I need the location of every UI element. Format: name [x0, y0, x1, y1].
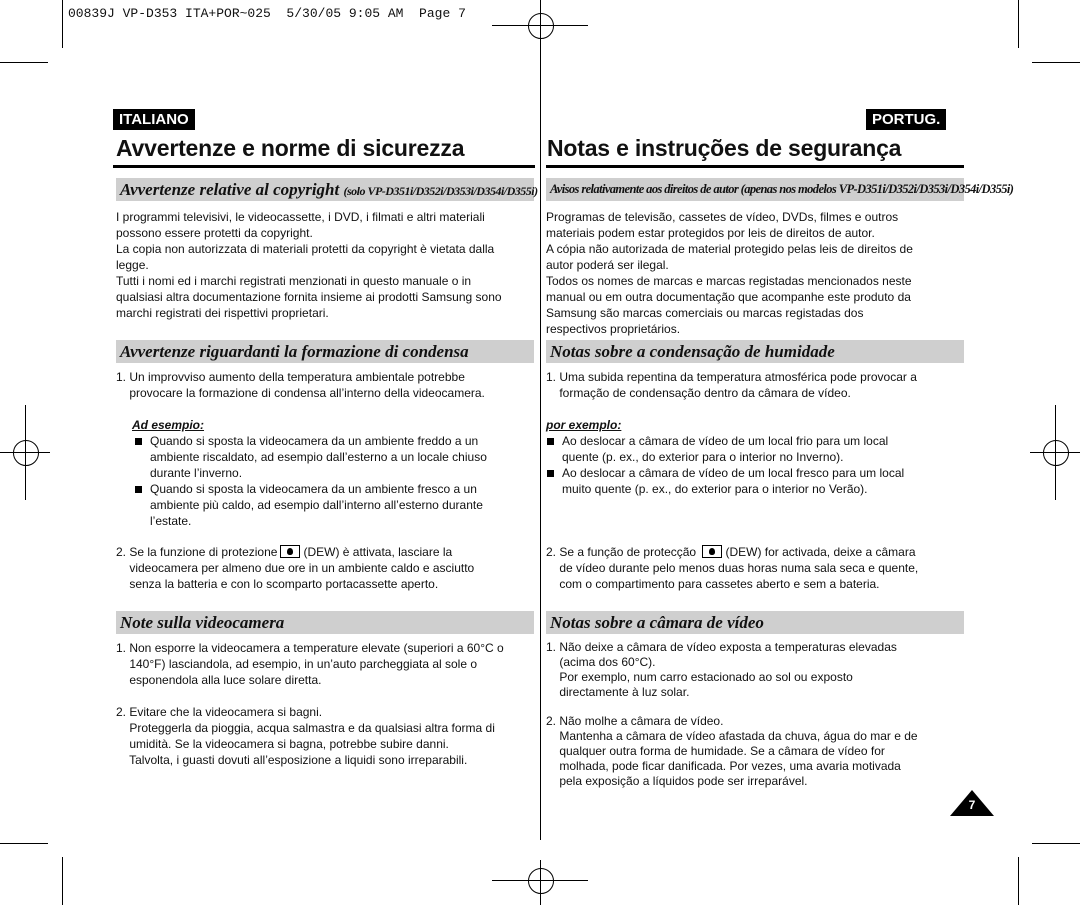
- text-line: Quando si sposta la videocamera da un ambiente fresco a un: [150, 482, 477, 496]
- registration-mark: [13, 440, 39, 466]
- column-divider: [540, 0, 541, 840]
- text-line: esponendola alla luce solare diretta.: [116, 673, 322, 687]
- registration-mark: [528, 13, 554, 39]
- text-line: materiais podem estar protegidos por leis de direitos de autor.: [546, 226, 875, 240]
- example-label: por exemplo:: [546, 418, 622, 432]
- text-line: marchi registrati dei rispettivi proprietari.: [116, 306, 329, 320]
- registration-mark: [1043, 440, 1069, 466]
- text-line: Samsung são marcas comerciais ou marcas registadas dos: [546, 306, 864, 320]
- page-title: Avvertenze e norme di sicurezza: [116, 135, 465, 161]
- example-bullets: [132, 433, 487, 529]
- text-line: 1. Uma subida repentina da temperatura atmosférica pode provocar a: [546, 370, 917, 384]
- registration-mark: [25, 405, 26, 500]
- registration-mark: [528, 868, 554, 894]
- crop-mark: [0, 62, 48, 63]
- condensation-item-1: [546, 369, 917, 401]
- text-line: manual ou em outra documentação que acompanhe este produto da: [546, 290, 911, 304]
- text: (DEW) for activada, deixe a câmara: [725, 545, 916, 559]
- text-line: com o compartimento para cassetes aberto e sem a bateria.: [546, 577, 880, 591]
- text-line: Proteggerla da pioggia, acqua salmastra e da qualsiasi altra forma di: [116, 721, 495, 735]
- text-line: de vídeo durante pelo menos duas horas numa sala seca e quente,: [546, 561, 919, 575]
- heading-note: (solo VP-D351i/D352i/D353i/D354i/D355i): [343, 184, 538, 198]
- text-line: molhada, pode ficar danificada. Por vezes, uma avaria motivada: [546, 759, 901, 773]
- condensation-item-2: [546, 544, 918, 592]
- text-line: legge.: [116, 258, 149, 272]
- text-line: senza la batteria e con lo scomparto portacassette aperto.: [116, 577, 439, 591]
- text-line: l’estate.: [150, 514, 192, 528]
- example-label: Ad esempio:: [132, 418, 205, 432]
- text-line: Tutti i nomi ed i marchi registrati menzionati in questo manuale o in: [116, 274, 472, 288]
- text-line: respectivos proprietários.: [546, 322, 681, 336]
- camera-item-1: [546, 640, 897, 700]
- section-heading-camera: Note sulla videocamera: [116, 611, 534, 634]
- text-line: 1. Un improvviso aumento della temperatura ambientale potrebbe: [116, 370, 465, 384]
- text-line: Ao deslocar a câmara de vídeo de um local fresco para um local: [562, 466, 905, 480]
- crop-mark: [1018, 0, 1019, 48]
- text-line: autor poderá ser ilegal.: [546, 258, 669, 272]
- camera-item-1: [116, 640, 504, 688]
- text-line: Por exemplo, num carro estacionado ao sol ou exposto: [546, 670, 853, 684]
- text-line: directamente à luz solar.: [546, 685, 690, 699]
- text-line: Quando si sposta la videocamera da un ambiente freddo a un: [150, 434, 479, 448]
- camera-item-2: [116, 704, 495, 768]
- text-line: quente (p. ex., do exterior para o interior no Inverno).: [562, 450, 844, 464]
- section-heading-copyright: Avisos relativamente aos direitos de autor (apenas nos modelos VP-D351i/D352i/D353i/D354i/D355i): [546, 178, 964, 201]
- text-line: [116, 544, 474, 560]
- section-heading-condensation: Notas sobre a condensação de humidade: [546, 340, 964, 363]
- text-line: Todos os nomes de marcas e marcas registadas mencionados neste: [546, 274, 912, 288]
- text: 2. Se a função de protecção: [546, 545, 697, 559]
- title-rule: [546, 165, 964, 168]
- text: 2. Se la funzione di protezione: [116, 545, 278, 559]
- text-line: qualsiasi altra documentazione fornita insieme ai prodotti Samsung sono: [116, 290, 502, 304]
- text-line: ambiente più caldo, ad esempio dall’interno all’esterno durante: [150, 498, 483, 512]
- text-line: provocare la formazione di condensa all’interno della videocamera.: [116, 386, 485, 400]
- bullet-item: [132, 433, 487, 481]
- crop-mark: [62, 0, 63, 48]
- item-continuation: [546, 560, 918, 592]
- text-line: I programmi televisivi, le videocassette, i DVD, i filmati e altri materiali: [116, 210, 485, 224]
- text-line: umidità. Se la videocamera si bagna, potrebbe subire danni.: [116, 737, 449, 751]
- crop-mark: [0, 843, 48, 844]
- language-badge: PORTUG.: [866, 109, 946, 130]
- page-number: 7: [968, 798, 976, 812]
- text-line: Ao deslocar a câmara de vídeo de um local frio para um local: [562, 434, 889, 448]
- camera-item-2: [546, 714, 918, 789]
- text-line: 2. Não molhe a câmara de vídeo.: [546, 714, 724, 728]
- text-line: Programas de televisão, cassetes de vídeo, DVDs, filmes e outros: [546, 210, 899, 224]
- crop-mark: [1032, 843, 1080, 844]
- text-line: durante l’inverno.: [150, 466, 243, 480]
- text-line: 2. Evitare che la videocamera si bagni.: [116, 705, 323, 719]
- text: (DEW) è attivata, lasciare la: [303, 545, 453, 559]
- bullet-item: [544, 465, 904, 497]
- text-line: 140°F) lasciandola, ad esempio, in un’auto parcheggiata al sole o: [116, 657, 478, 671]
- text-line: 1. Não deixe a câmara de vídeo exposta a temperaturas elevadas: [546, 640, 897, 654]
- copyright-paragraph: [116, 209, 502, 321]
- item-continuation: [116, 560, 474, 592]
- text-line: Talvolta, i guasti dovuti all’esposizione a liquidi sono irreparabili.: [116, 753, 468, 767]
- print-slug: 00839J VP-D353 ITA+POR~025 5/30/05 9:05 AM Page 7: [68, 6, 466, 21]
- page-title: Notas e instruções de segurança: [547, 135, 902, 161]
- registration-mark: [1055, 405, 1056, 500]
- copyright-paragraph: [546, 209, 913, 337]
- registration-mark: [540, 860, 541, 905]
- bullet-item: [544, 433, 904, 465]
- example-bullets: [544, 433, 904, 497]
- heading-text: Avvertenze relative al copyright: [120, 180, 340, 199]
- condensation-item-1: [116, 369, 485, 401]
- text-line: Mantenha a câmara de vídeo afastada da chuva, água do mar e de: [546, 729, 918, 743]
- text-line: (acima dos 60°C).: [546, 655, 656, 669]
- bullet-item: [132, 481, 487, 529]
- text-line: pela exposição a líquidos pode ser irreparável.: [546, 774, 808, 788]
- title-rule: [113, 165, 535, 168]
- text-line: muito quente (p. ex., do exterior para o interior no Verão).: [562, 482, 868, 496]
- dew-icon: [280, 545, 300, 558]
- text-line: La copia non autorizzata di materiali protetti da copyright è vietata dalla: [116, 242, 495, 256]
- text-line: ambiente riscaldato, ad esempio dall’esterno a un locale chiuso: [150, 450, 487, 464]
- crop-mark: [1032, 62, 1080, 63]
- dew-icon: [702, 545, 722, 558]
- crop-mark: [62, 857, 63, 905]
- text-line: 1. Non esporre la videocamera a temperature elevate (superiori a 60°C o: [116, 641, 504, 655]
- language-badge: ITALIANO: [113, 109, 195, 130]
- text-line: A cópia não autorizada de material protegido pelas leis de direitos de: [546, 242, 913, 256]
- section-heading-camera: Notas sobre a câmara de vídeo: [546, 611, 964, 634]
- text-line: [546, 544, 918, 560]
- section-heading-copyright: [116, 178, 538, 201]
- text-line: possono essere protetti da copyright.: [116, 226, 313, 240]
- text-line: formação de condensação dentro da câmara de vídeo.: [546, 386, 851, 400]
- condensation-item-2: [116, 544, 474, 592]
- crop-mark: [1018, 857, 1019, 905]
- section-heading-condensation: Avvertenze riguardanti la formazione di condensa: [116, 340, 534, 363]
- text-line: videocamera per almeno due ore in un ambiente caldo e asciutto: [116, 561, 475, 575]
- text-line: qualquer outra forma de humidade. Se a câmara de vídeo for: [546, 744, 885, 758]
